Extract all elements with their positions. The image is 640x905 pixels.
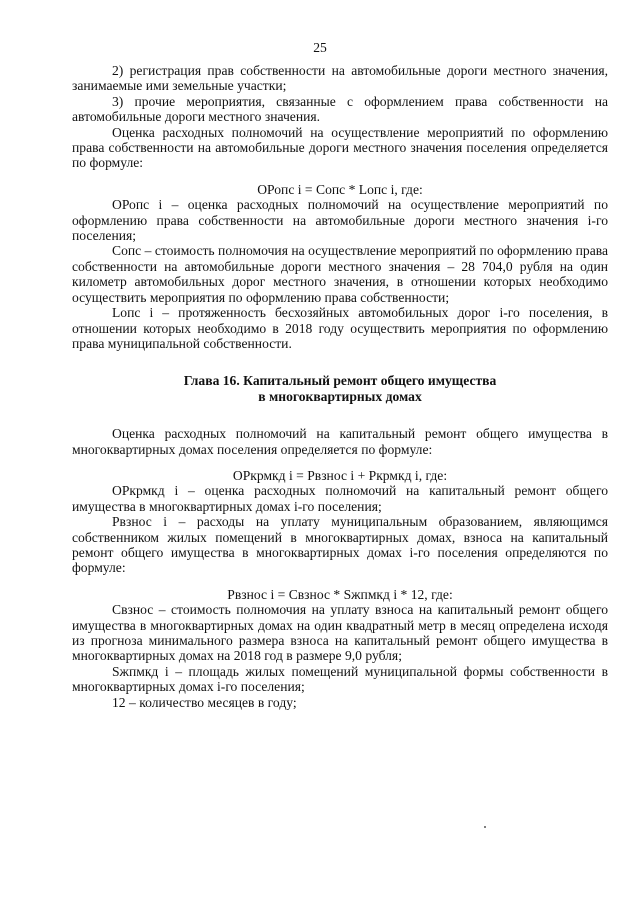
- formula-rvznos: Рвзнос i = Свзнос * Sжпмкд i * 12, где:: [227, 586, 453, 602]
- definition-orkrmkd: ОРкрмкд i – оценка расходных полномочий на капитальный ремонт общего имущества в многоквартирных домах i-го поселения;: [72, 483, 608, 514]
- definition-rvznos: Рвзнос i – расходы на уплату муниципальным образованием, являющимся собственником жилых помещений в многоквартирных домах, взноса на капитальный ремонт общего имущества в многоквартирных домах i-го поселения определяются по формуле:: [72, 514, 608, 576]
- definition-lopc: Lопс i – протяженность бесхозяйных автомобильных дорог i-го поселения, в отношении которых необходимо в 2018 году осуществить мероприятия по оформлению права муниципальной собственности.: [72, 305, 608, 351]
- chapter-heading-line1: Глава 16. Капитальный ремонт общего имущества: [183, 373, 497, 389]
- definition-oropc: ОРопс i – оценка расходных полномочий на осуществление мероприятий по оформлению права собственности на автомобильные дороги местного значения i-го поселения;: [72, 197, 608, 244]
- paragraph-item-3: 3) прочие мероприятия, связанные с оформлением права собственности на автомобильные дороги местного значения.: [72, 93, 608, 125]
- definition-12-months: 12 – количество месяцев в году;: [112, 694, 297, 710]
- definition-sopc: Сопс – стоимость полномочия на осуществление мероприятий по оформлению права собственности на автомобильные дороги местного значения – 28 704,0 рубля на один километр автомобильных дорог местного значения, в отношении которых необходимо осуществить мероприятия по оформлению права собственности;: [72, 243, 608, 305]
- chapter-heading-line2: в многоквартирных домах: [258, 388, 422, 404]
- document-body: [72, 63, 608, 710]
- formula-orkrmkd: ОРкрмкд i = Рвзнос i + Ркрмкд i, где:: [232, 467, 448, 483]
- definition-svznos: Свзнос – стоимость полномочия на уплату взноса на капитальный ремонт общего имущества в многоквартирных домах на один квадратный метр в месяц определена исходя из прогноза минимального размера взноса на капитальный ремонт общего имущества в многоквартирных домах на 2018 год в размере 9,0 рубля;: [72, 602, 608, 664]
- scan-speck: [484, 826, 486, 828]
- paragraph-item-2: 2) регистрация прав собственности на автомобильные дороги местного значения, занимаемые ими земельные участки;: [72, 63, 608, 94]
- page-number: 25: [313, 40, 327, 55]
- paragraph-formula-intro: Оценка расходных полномочий на осуществление мероприятий по оформлению права собственности на автомобильные дороги местного значения поселения определяется по формуле:: [72, 124, 608, 171]
- formula-oropc: ОРопс i = Сопс * Lопс i, где:: [257, 181, 423, 197]
- definition-szhpmkd: Sжпмкд i – площадь жилых помещений муниципальной формы собственности в многоквартирных домах i-го поселения;: [72, 663, 608, 695]
- paragraph-chapter-intro: Оценка расходных полномочий на капитальный ремонт общего имущества в многоквартирных домах поселения определяется по формуле:: [72, 426, 608, 457]
